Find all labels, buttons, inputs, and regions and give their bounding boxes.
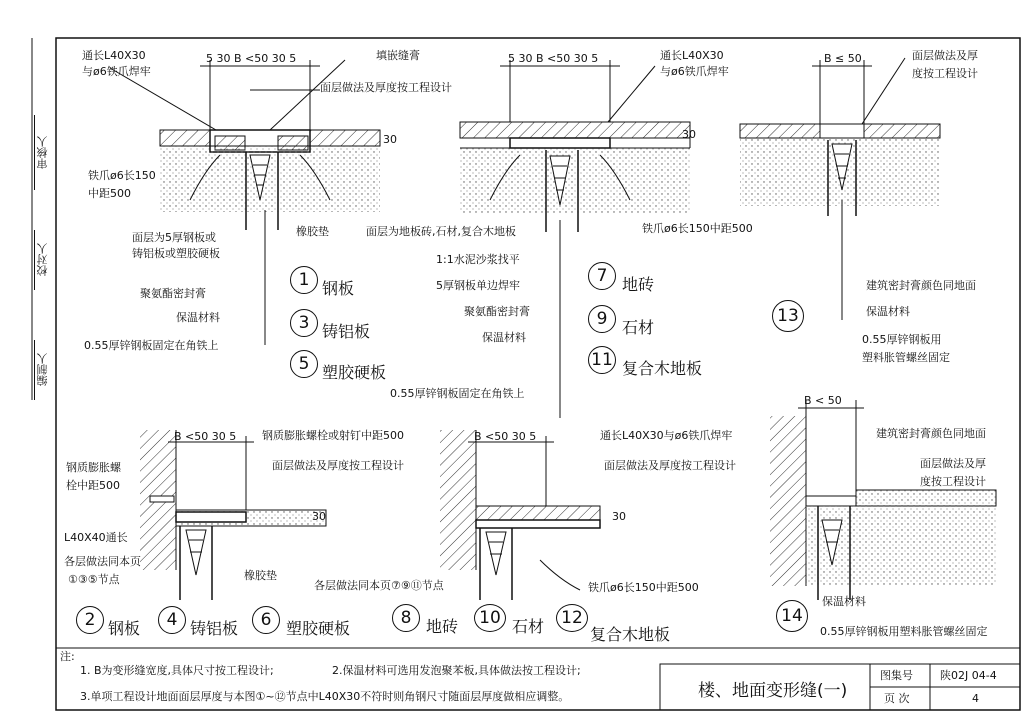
label-rubber-bottom-left: 橡胶垫 [244,569,277,582]
node-name: 地砖 [622,275,655,294]
node-number: 10 [474,604,506,632]
label-insulation-top-left: 保温材料 [176,311,220,324]
label-zinc-top-middle: 0.55厚锌钢板固定在角铁上 [390,387,525,400]
node-number: 8 [392,604,420,632]
dim-top-right: B ≤ 50 [824,52,862,65]
label-surface-cast: 铸铝板或塑胶硬板 [132,247,220,260]
note-3: 3.单项工程设计地面面层厚度与本图①~⑫节点中L40X30不符时则角钢尺寸随面层厚度做相应调整。 [80,690,570,703]
node-name: 复合木地板 [622,359,703,378]
dim-bottom-left: B <50 30 5 [174,430,237,443]
label-insulation-top-middle: 保温材料 [482,331,526,344]
label-zinc-bottom-right: 0.55厚锌钢板用塑料胀管螺丝固定 [820,625,988,638]
dim-top-middle: 5 30 B <50 30 5 [508,52,599,65]
side-strip-proofreader: 校对人 [34,230,55,290]
side-strip-checker: 审核人 [34,115,55,190]
node-number: 13 [772,300,804,332]
label-bolt-left-1: 钢质膨胀螺 [66,461,121,474]
label-bolt-middle: 钢质膨胀螺栓或射钉中距500 [262,429,404,442]
dim-30-top-middle: 30 [682,128,696,141]
label-angle-40: L40X40通长 [64,531,128,544]
label-same-as-2: ①③⑤节点 [68,573,120,586]
page-label: 页 次 [884,692,910,705]
label-angle-top-left: 通长L40X30 [82,49,146,62]
label-mortar: 1:1水泥沙浆找平 [436,253,520,266]
label-same-as-bottom-middle: 各层做法同本页⑦⑨⑪节点 [314,579,444,592]
label-pu-sealant-top-middle: 聚氨酯密封膏 [464,305,530,318]
label-surface-bottom-middle: 面层做法及厚度按工程设计 [604,459,736,472]
label-pu-sealant-top-left: 聚氨酯密封膏 [140,287,206,300]
node-number: 1 [290,266,318,294]
node-number: 6 [252,606,280,634]
node-name: 石材 [512,617,545,636]
label-spacing-top-left: 中距500 [88,187,131,200]
dim-30-bottom-middle: 30 [612,510,626,523]
label-zinc-top-right-2: 塑料胀管螺丝固定 [862,351,950,364]
node-number: 3 [290,309,318,337]
label-bolt-left-2: 栓中距500 [66,479,120,492]
node-name: 石材 [622,318,655,337]
label-claw-top-middle: 铁爪ø6长150中距500 [642,222,753,235]
atlas-number-label: 图集号 [880,669,913,682]
label-claw-top-left: 铁爪ø6长150 [88,169,156,182]
node-name: 塑胶硬板 [322,363,387,382]
label-sealant-top-right: 建筑密封膏颜色同地面 [866,279,976,292]
label-surface-top-right-2: 度按工程设计 [912,67,978,80]
notes-head: 注: [60,650,75,663]
dim-30-top-left: 30 [383,133,397,146]
node-number: 14 [776,600,808,632]
label-surface-bottom-right-2: 度按工程设计 [920,475,986,488]
label-surface-bottom-left: 面层做法及厚度按工程设计 [272,459,404,472]
label-zinc-top-left: 0.55厚锌钢板固定在角铁上 [84,339,219,352]
page-value: 4 [972,692,979,705]
label-same-as-1: 各层做法同本页 [64,555,141,568]
node-name: 复合木地板 [590,625,671,644]
node-number: 7 [588,262,616,290]
node-number: 12 [556,604,588,632]
label-surface-bottom-right-1: 面层做法及厚 [920,457,986,470]
detail-135-geometry [110,60,380,345]
node-number: 5 [290,350,318,378]
label-surface-top-right-1: 面层做法及厚 [912,49,978,62]
label-steel-plate-weld: 5厚钢板单边焊牢 [436,279,520,292]
label-surface-steel: 面层为5厚钢板或 [132,231,216,244]
node-name: 地砖 [426,617,459,636]
label-insulation-top-right: 保温材料 [866,305,910,318]
note-1: 1. B为变形缝宽度,具体尺寸按工程设计; [80,664,274,677]
detail-81012-geometry [440,430,600,600]
label-sealant-top: 填嵌缝膏 [376,49,420,62]
label-angle-top-middle: 通长L40X30 [660,49,724,62]
dim-bottom-right: B < 50 [804,394,842,407]
label-sealant-bottom-right: 建筑密封膏颜色同地面 [876,427,986,440]
node-number: 4 [158,606,186,634]
label-weld-top-left: 与ø6铁爪焊牢 [82,65,151,78]
dim-bottom-middle: B <50 30 5 [474,430,537,443]
label-surface-top-left: 面层做法及厚度按工程设计 [320,81,452,94]
label-weld-top-middle: 与ø6铁爪焊牢 [660,65,729,78]
note-2: 2.保温材料可选用发泡聚苯板,具体做法按工程设计; [332,664,581,677]
node-name: 钢板 [108,619,141,638]
node-number: 9 [588,305,616,333]
label-surface-tile: 面层为地板砖,石材,复合木地板 [366,225,516,238]
node-name: 钢板 [322,279,355,298]
detail-246-geometry [140,430,326,600]
dim-top-left: 5 30 B <50 30 5 [206,52,297,65]
label-insulation-bottom-right: 保温材料 [822,595,866,608]
label-claw-bottom-middle: 铁爪ø6长150中距500 [588,581,699,594]
drawing-title: 楼、地面变形缝(一) [698,681,848,701]
side-strip-author: 编制人 [34,340,55,400]
label-rubber-top-left: 橡胶垫 [296,225,329,238]
label-angle-bottom-middle: 通长L40X30与ø6铁爪焊牢 [600,429,733,442]
node-number: 11 [588,346,616,374]
node-name: 塑胶硬板 [286,619,351,638]
dim-30-bottom-left: 30 [312,510,326,523]
node-name: 铸铝板 [190,619,239,638]
label-zinc-top-right-1: 0.55厚锌钢板用 [862,333,942,346]
node-number: 2 [76,606,104,634]
atlas-number-value: 陕02J 04-4 [940,669,997,682]
node-name: 铸铝板 [322,322,371,341]
